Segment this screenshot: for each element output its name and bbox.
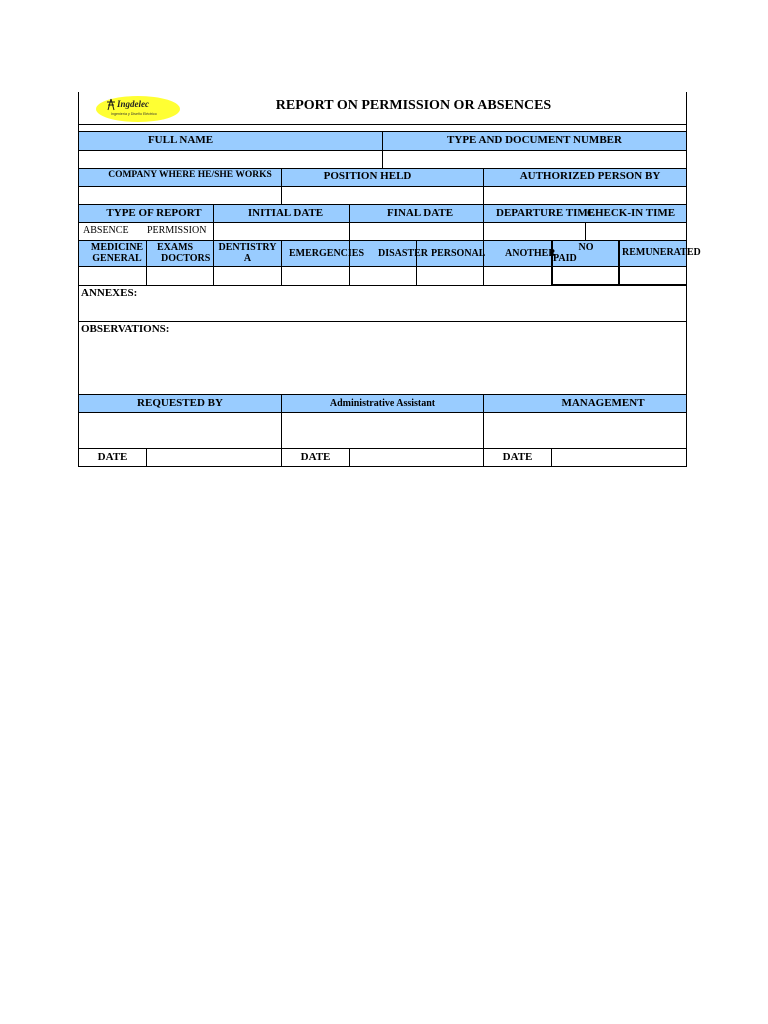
- medicine-line1: MEDICINE: [90, 242, 144, 253]
- exams-line2: DOCTORS: [161, 252, 211, 264]
- authorized-field[interactable]: [484, 187, 686, 204]
- another-header: ANOTHER: [505, 248, 556, 259]
- final-date-field[interactable]: [350, 223, 483, 240]
- authorized-header: AUTHORIZED PERSON BY: [519, 170, 661, 182]
- assistant-signature[interactable]: [282, 413, 483, 448]
- permission-option[interactable]: PERMISSION: [147, 225, 207, 236]
- exams-doctors-header: [157, 243, 210, 264]
- checkin-time-header: CHECK-IN TIME: [587, 207, 676, 219]
- date-field-management[interactable]: [552, 449, 686, 466]
- position-header: POSITION HELD: [323, 170, 412, 182]
- document-number-header: TYPE AND DOCUMENT NUMBER: [447, 134, 622, 146]
- hline: [79, 168, 686, 169]
- date-label-assistant: DATE: [300, 451, 331, 463]
- dentistry-check[interactable]: [214, 267, 281, 285]
- document-number-field[interactable]: [383, 151, 686, 168]
- remunerated-header: REMUNERATED: [622, 247, 701, 258]
- management-header: MANAGEMENT: [561, 397, 645, 409]
- logo-subtext: Ingeniería y Diseño Eléctrico: [111, 112, 157, 116]
- dentistry-header: [214, 243, 281, 264]
- date-field-assistant[interactable]: [350, 449, 483, 466]
- exams-line1: EXAMS: [157, 242, 194, 253]
- no-paid-line2: PAID: [553, 252, 577, 264]
- no-paid-line1: NO: [578, 242, 594, 253]
- hline: [79, 394, 686, 395]
- company-field[interactable]: [79, 187, 281, 204]
- hline-title-bottom: [79, 124, 686, 125]
- requested-by-signature[interactable]: [79, 413, 281, 448]
- assistant-header: Administrative Assistant: [329, 398, 436, 409]
- annexes-field[interactable]: [79, 286, 686, 321]
- initial-date-field[interactable]: [214, 223, 349, 240]
- disaster-check[interactable]: [350, 267, 416, 285]
- personal-header: PERSONAL: [431, 248, 486, 259]
- page-title: REPORT ON PERMISSION OR ABSENCES: [275, 98, 552, 113]
- emergencies-header: EMERGENCIES: [289, 248, 365, 259]
- no-paid-check[interactable]: [553, 267, 618, 284]
- company-logo: [95, 95, 181, 123]
- date-label-management: DATE: [502, 451, 533, 463]
- logo-text: Ingdelec: [117, 99, 149, 109]
- full-name-header: FULL NAME: [147, 134, 214, 146]
- hline: [79, 204, 686, 205]
- medicine-general-check[interactable]: [79, 267, 146, 285]
- hline: [79, 466, 686, 467]
- final-date-header: FINAL DATE: [386, 207, 454, 219]
- disaster-header: DISASTER: [378, 248, 429, 259]
- position-field[interactable]: [282, 187, 483, 204]
- medicine-line2: GENERAL: [92, 252, 142, 264]
- no-paid-header: [553, 243, 619, 264]
- checkin-time-field[interactable]: [586, 223, 686, 240]
- departure-time-field[interactable]: [484, 223, 585, 240]
- observations-field[interactable]: [79, 322, 686, 394]
- exams-doctors-check[interactable]: [147, 267, 213, 285]
- hline: [79, 240, 686, 241]
- date-field-requested[interactable]: [147, 449, 281, 466]
- full-name-field[interactable]: [79, 151, 382, 168]
- type-report-header: TYPE OF REPORT: [106, 207, 202, 219]
- initial-date-header: INITIAL DATE: [247, 207, 324, 219]
- medicine-general-header: [79, 243, 155, 264]
- personal-check[interactable]: [417, 267, 483, 285]
- annexes-label: ANNEXES:: [81, 287, 138, 299]
- another-check[interactable]: [484, 267, 551, 285]
- emergencies-check[interactable]: [282, 267, 349, 285]
- departure-time-header: DEPARTURE TIME: [496, 207, 596, 219]
- vline-right: [686, 92, 687, 467]
- absence-option[interactable]: ABSENCE: [83, 225, 129, 236]
- dentistry-line2: A: [243, 252, 252, 264]
- date-label-requested: DATE: [97, 451, 128, 463]
- requested-by-header: REQUESTED BY: [137, 397, 223, 409]
- management-signature[interactable]: [484, 413, 686, 448]
- observations-label: OBSERVATIONS:: [81, 323, 170, 335]
- remunerated-check[interactable]: [620, 267, 686, 284]
- company-header: COMPANY WHERE HE/SHE WORKS: [108, 170, 272, 180]
- dentistry-line1: DENTISTRY: [218, 242, 277, 253]
